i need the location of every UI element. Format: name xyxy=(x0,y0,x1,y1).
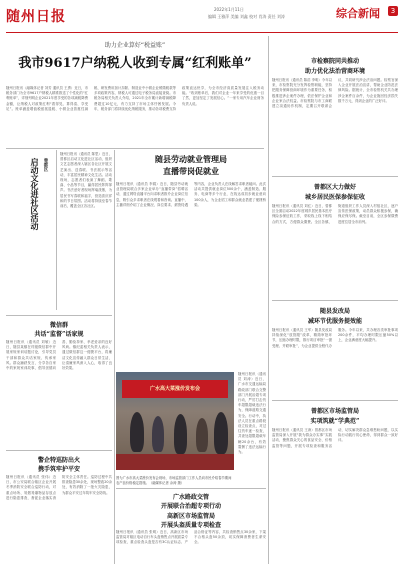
article-subtitle: 直播带岗促就业 xyxy=(163,166,219,176)
editor-credits: 编辑 王雅萍 美编 刘鑫 校对 肖涛 责任 刘涛 xyxy=(208,14,285,19)
lead-body: 随州日报讯（融媒体记者 刘芳 通讯员 王勇）近日，市税务部门为全市9617户纳税人精准推送了个性化的“红利账单”，详细列明企业2021年度享受的各项减税降费金额，让纳税人对政策红利“看得见、算得清、享受足”。账单涵盖增值税留抵退税、小微企业普惠性减税、研发费用加计扣除、制造业中小微企业缓缴税款等多项政策内容，纳税人可通过电子税务局直接查阅。市税务局相关负责人介绍，2021年全市累计新增减税降费超过10亿元，有力支持了市场主体纾困发展。今年，税务部门将持续优化纳税服务，推动各项税费支持政策直达快享，为全市经济高质量发展注入税务动能。“收到账单后，我们对企业一年来享受的优惠一目了然，更加坚定了发展信心。”一家专用汽车企业财务负责人说。 xyxy=(6,86,264,111)
article-body: 随州日报讯（通讯员 陈浩 李明）今年以来，市检察院充分发挥检察职能，坚持把服务保障营商环境作为重要任务，积极推进涉企案件办理，依法保护企业和企业家合法权益。市检察院与市工商联建立沟通协作机制，定期召开联席会议，共同研究涉企法治问题。检察官深入企业开展法治宣讲，帮助企业防范法律风险。据统计，全市检察机关共办理涉企案件百余件，为企业挽回经济损失数千万元，得到企业的广泛好评。 xyxy=(272,78,398,109)
article-subtitle: 实项筑就“学典范” xyxy=(310,418,360,425)
article-subtitle: 开展头盔质量专项检查 xyxy=(160,522,221,529)
article-body: 随州日报讯（通讯员 王涛）曾都区市场监管局深入开展“我为群众办实事”实践活动，聚焦群众关心的食品安全、价格监管等问题，开展专项检查和服务活动，切实解决群众急难愁盼问题，以实际行动践行初心使命，得到群众一致好评。 xyxy=(272,428,398,448)
news-photo xyxy=(116,372,234,470)
row-divider xyxy=(272,176,398,177)
row-divider xyxy=(272,300,398,301)
article-title: 广水路政交管 xyxy=(172,494,209,501)
person-figure xyxy=(152,416,164,452)
article-title: 微信群 xyxy=(49,322,68,329)
newspaper-logo: 随州日报 xyxy=(6,9,66,25)
article-title: 曾都区大力做好 xyxy=(313,184,356,191)
lead-kicker: 助力企业算好“税益账” xyxy=(104,42,166,49)
issue-date: 2022年1月11日 xyxy=(214,7,244,12)
row-divider xyxy=(116,488,266,489)
article-subtitle: 减环节优服务提效能 xyxy=(307,318,362,325)
article-subtitle: 城乡居民医保参保征收 xyxy=(304,194,365,201)
article-body: 随州日报讯（通讯员 张伟）近日，市公安局联合辖区企业开展冬季消防安全联合巡防行动，对重点场所、易燃易爆物品存放点进行隐患排查，督促企业落实消防安全主体责任。巡防过程中共排查隐患30余处，现场整改20余处，有效消除了一批火灾隐患，为群众平安过年筑牢安全防线。 xyxy=(6,475,112,500)
person-figure xyxy=(130,412,144,452)
photo-table xyxy=(116,454,234,470)
row-divider xyxy=(6,315,112,316)
article-subtitle: 曾都区 xyxy=(43,158,48,172)
article-subtitle: 携手筑牢护平安 xyxy=(37,466,80,473)
article-subtitle: 开展联合治超专项行动 xyxy=(160,503,221,510)
masthead-rule xyxy=(6,32,398,33)
person-figure xyxy=(174,414,187,454)
row-divider xyxy=(6,450,112,451)
article-title: 警企特巡防出火 xyxy=(37,457,80,464)
row-divider xyxy=(6,148,264,149)
article-subtitle: 共话“监督”话家规 xyxy=(34,331,84,338)
article-body: 随州日报讯（通讯员 陈思）近日，曾都区启动文化进社区活动，组织文艺志愿者深入辖区各社区开展文艺演出、送春联、书法展示等活动，丰富居民精神文化生活。活动现场，志愿者们表演了舞蹈、歌曲、小品等节目，赢得居民阵阵掌声。书法爱好者现场挥毫泼墨，为居民书写春联和福字，营造喜庆祥和的节日氛围。活动将持续至春节前后，覆盖全区各社区。 xyxy=(60,152,112,209)
article-title: 启动文化进社区活动 xyxy=(30,158,40,230)
person-figure xyxy=(214,412,228,454)
section-title: 综合新闻 xyxy=(336,7,380,20)
article-title: 高新区市场监管局 xyxy=(166,513,215,520)
page-number-badge: 3 xyxy=(388,6,398,16)
photo-side-text: 随州日报讯（通讯员 刘涛）近日，广水市交通运输局路政部门联合交警部门开展治超专项行动，严厉打击货车超限超载违法行为，保障道路交通安全。行动中，执法人员在重点路段设立检查点，对过往货车逐一检查，共查处超限超载车辆20余台，有效震慑了违法运输行为。 xyxy=(238,372,266,455)
article-title: 随县发改局 xyxy=(319,308,350,315)
column-divider xyxy=(114,150,115,564)
photo-caption: 图为广水市高大菜涨价发布会现场，市场监管部门工作人员向市民介绍春节期间农产品价格稳定措施。（融媒体记者 余涛 摄） xyxy=(116,476,232,485)
article-title: 曾都区市场监管局 xyxy=(310,408,359,415)
lead-headline: 我市9617户纳税人收到专属“红利账单” xyxy=(18,56,252,71)
article-body: 随州日报讯（通讯员 李娟）近日，随县劳动就业管理局联合多家企业举办“直播带岗”招聘活动，通过网络直播平台向求职者推介企业岗位信息，吸引众多求职者在线观看和咨询。直播中，主播详细介绍了企业概况、岗位要求、薪资待遇等内容，企业负责人在线解答求职者疑问。此次活动共提供就业岗位500余个，涵盖制造、服务、电商等多个行业，在线达成初步就业意向100余人，为企业招工和群众就业搭建了便捷桥梁。 xyxy=(116,182,266,207)
article-subtitle: 助力优化法治营商环境 xyxy=(304,68,365,75)
article-body: 随州日报讯（通讯员 王军）随县发改局持续深化“放管服”改革，精简审批环节，压缩办理时限，推行项目审批“一窗受理、并联审批”，为企业提供全程代办服务。今年以来，共办理各类审批事项200余件，平均办理时限压缩50%以上，企业满意度大幅提升。 xyxy=(272,328,398,348)
column-divider xyxy=(56,150,57,310)
person-figure xyxy=(196,418,208,452)
article-body: 随州日报讯（通讯员 刘红）近日，曾都区全面启动2022年度城乡居民基本医疗保险参保征收工作，采取线上线下相结合的方式，方便群众缴费。全区各镇、街道组织工作人员深入村组社区，逐户宣传医保政策，动员群众积极参保，确保应保尽保。截至目前，全区参保缴费进度位居全市前列。 xyxy=(272,204,398,224)
article-title: 随县劳动就业管理局 xyxy=(155,154,227,164)
article-body: 随州日报讯（通讯员 张明）近日，高新区市场监管局对辖区电动自行车头盔销售点开展质量专项检查，重点检查头盔是否有3C认证标志、产品合格证等内容，共检查销售点30余家，下架不合格头盔50余顶，切实保障消费者生命安全。 xyxy=(116,530,266,545)
masthead xyxy=(0,0,402,34)
article-title: 市检察院同共推动 xyxy=(310,58,359,65)
article-body: 随州日报讯（通讯员 刘敏）近日，随县某镇在村级微信群中开展家规家训话题讨论，引导党员干部和群众共话家规、传承家风。群众踊跃发言，分享各自家中的家规家训故事，倡导崇德向善、勤俭持家、孝老爱亲的良好风尚。镇纪委相关负责人表示，通过微信群这一便捷平台，将廉洁文化宣传融入群众日常生活，让清廉家风深入人心，取得了良好效果。 xyxy=(6,340,112,371)
row-divider xyxy=(272,400,398,401)
photo-banner: 广水高大菜涨价发布会 xyxy=(122,380,228,398)
column-divider xyxy=(268,36,269,564)
